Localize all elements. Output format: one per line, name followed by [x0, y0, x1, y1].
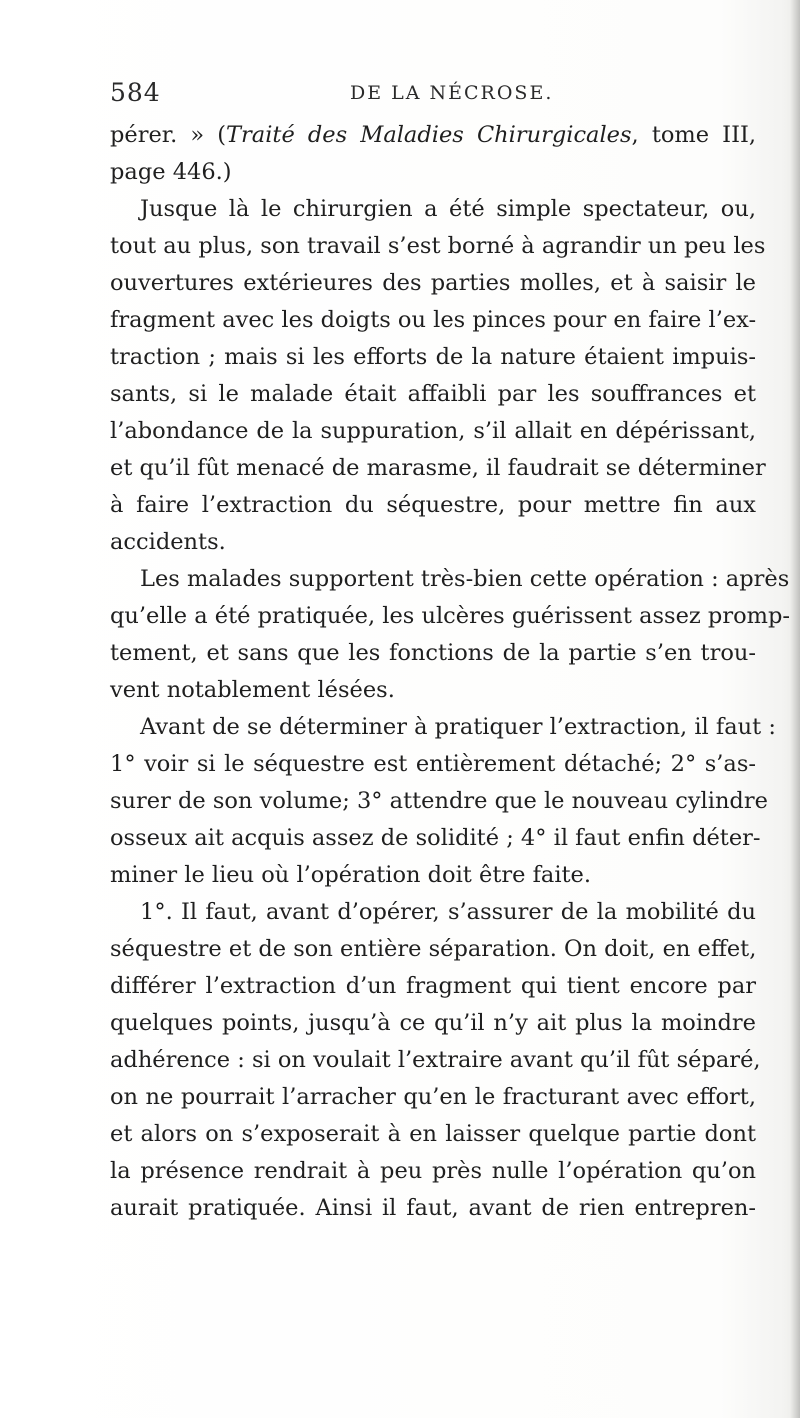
text-line: la présence rendrait à peu près nulle l’opération qu’on — [110, 1158, 756, 1184]
text-segment: , tome III, — [631, 122, 756, 148]
page-number: 584 — [110, 78, 161, 107]
book-title: Traité des Maladies Chirurgicales — [226, 122, 632, 148]
text-line: 1°. Il faut, avant d’opérer, s’assurer de la mobilité du — [140, 899, 756, 925]
text-line: page 446.) — [110, 159, 232, 185]
text-line: accidents. — [110, 529, 226, 555]
text-line: miner le lieu où l’opération doit être faite. — [110, 862, 592, 888]
text-line: Les malades supportent très-bien cette opération : après — [140, 566, 790, 592]
text-line: fragment avec les doigts ou les pinces pour en faire l’ex- — [110, 307, 757, 333]
text-line: Avant de se déterminer à pratiquer l’extraction, il faut : — [140, 714, 776, 740]
text-line: surer de son volume; 3° attendre que le nouveau cylindre — [110, 788, 768, 814]
text-line: à faire l’extraction du séquestre, pour mettre fin aux — [110, 492, 756, 518]
running-head: DE LA NÉCROSE. — [350, 82, 554, 104]
text-segment: pérer. » ( — [110, 122, 227, 148]
page-header — [110, 78, 750, 110]
text-line: et qu’il fût menacé de marasme, il faudrait se déterminer — [110, 455, 766, 481]
text-line: ouvertures extérieures des parties molles, et à saisir le — [110, 270, 756, 296]
text-line: osseux ait acquis assez de solidité ; 4° il faut enfin déter- — [110, 825, 761, 851]
text-line: traction ; mais si les efforts de la nature étaient impuis- — [110, 344, 756, 370]
body-text — [110, 117, 790, 1227]
text-line: et alors on s’exposerait à en laisser quelque partie dont — [110, 1121, 756, 1147]
text-line: 1° voir si le séquestre est entièrement détaché; 2° s’as- — [110, 751, 756, 777]
text-line: aurait pratiquée. Ainsi il faut, avant de rien entrepren- — [110, 1195, 756, 1221]
text-line: différer l’extraction d’un fragment qui tient encore par — [110, 973, 756, 999]
page-edge-shadow — [790, 0, 800, 1418]
text-line: quelques points, jusqu’à ce qu’il n’y ait plus la moindre — [110, 1010, 756, 1036]
text-line: sants, si le malade était affaibli par les souffrances et — [110, 381, 756, 407]
text-line: tout au plus, son travail s’est borné à agrandir un peu les — [110, 233, 766, 259]
text-line: Jusque là le chirurgien a été simple spectateur, ou, — [140, 196, 756, 222]
text-line — [110, 117, 756, 154]
text-line: on ne pourrait l’arracher qu’en le fracturant avec effort, — [110, 1084, 756, 1110]
text-line: séquestre et de son entière séparation. On doit, en effet, — [110, 936, 757, 962]
text-line: l’abondance de la suppuration, s’il allait en dépérissant, — [110, 418, 756, 444]
text-line: vent notablement lésées. — [110, 677, 395, 703]
text-line: adhérence : si on voulait l’extraire avant qu’il fût séparé, — [110, 1047, 761, 1073]
text-line: tement, et sans que les fonctions de la partie s’en trou- — [110, 640, 756, 666]
text-line: qu’elle a été pratiquée, les ulcères guérissent assez promp- — [110, 603, 790, 629]
